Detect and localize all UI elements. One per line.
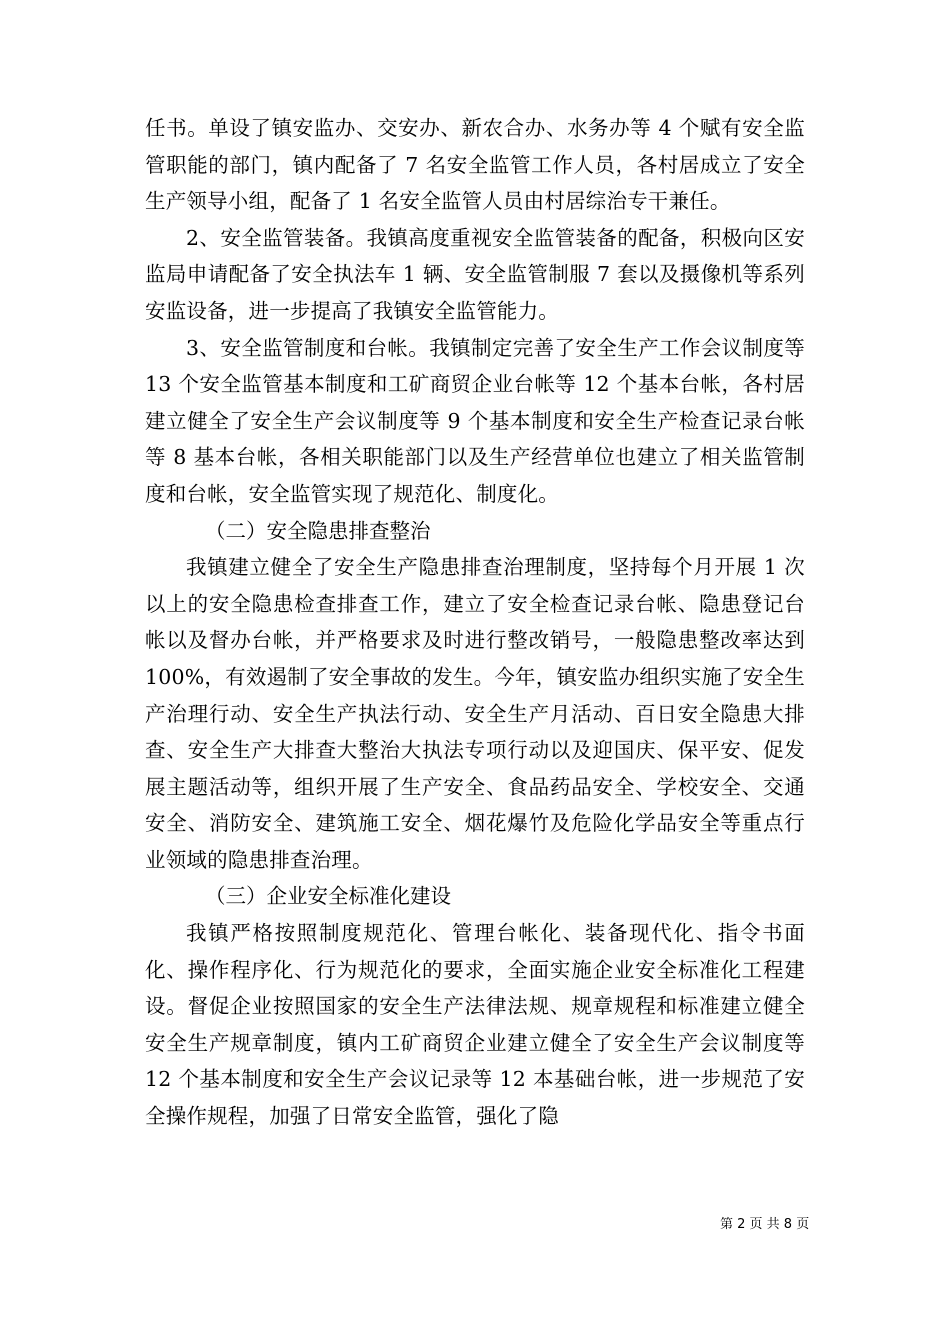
- paragraph-4: 我镇建立健全了安全生产隐患排查治理制度，坚持每个月开展 1 次以上的安全隐患检查排查工作，建立了安全检查记录台帐、隐患登记台帐以及督办台帐，并严格要求及时进行整改销号，一般隐患整改率达到 100%，有效遏制了安全事故的发生。今年，镇安监办组织实施了安全生产治理行动、安全生产执法行动、安全生产月活动、百日安全隐患大排查、安全生产大排查大整治大执法专项行动以及迎国庆、保平安、促发展主题活动等，组织开展了生产安全、食品药品安全、学校安全、交通安全、消防安全、建筑施工安全、烟花爆竹及危险化学品安全等重点行业领域的隐患排查治理。: [145, 555, 805, 872]
- section-heading-3: （三）企业安全标准化建设: [205, 884, 451, 909]
- document-body: [145, 110, 805, 1135]
- paragraph-2: 2、安全监管装备。我镇高度重视安全监管装备的配备，积极向区安监局申请配备了安全执法车 1 辆、安全监管制服 7 套以及摄像机等系列安监设备，进一步提高了我镇安全监管能力。: [145, 225, 805, 323]
- paragraph-5: 我镇严格按照制度规范化、管理台帐化、装备现代化、指令书面化、操作程序化、行为规范化的要求，全面实施企业安全标准化工程建设。督促企业按照国家的安全生产法律法规、规章规程和标准建立健全安全生产规章制度，镇内工矿商贸企业建立健全了安全生产会议制度等 12 个基本制度和安全生产会议记录等 12 本基础台帐，进一步规范了安全操作规程，加强了日常安全监管，强化了隐: [145, 921, 805, 1129]
- paragraph-1: 任书。单设了镇安监办、交安办、新农合办、水务办等 4 个赋有安全监管职能的部门，镇内配备了 7 名安全监管工作人员，各村居成立了安全生产领导小组，配备了 1 名安全监管人员由村居综治专干兼任。: [145, 116, 805, 214]
- paragraph-3: 3、安全监管制度和台帐。我镇制定完善了安全生产工作会议制度等 13 个安全监管基本制度和工矿商贸企业台帐等 12 个基本台帐，各村居建立健全了安全生产会议制度等 9 个基本制度和安全生产检查记录台帐等 8 基本台帐，各相关职能部门以及生产经营单位也建立了相关监管制度和台帐，安全监管实现了规范化、制度化。: [145, 335, 805, 506]
- section-heading-2: （二）安全隐患排查整治: [205, 518, 431, 543]
- page-number: 第 2 页 共 8 页: [720, 1217, 810, 1232]
